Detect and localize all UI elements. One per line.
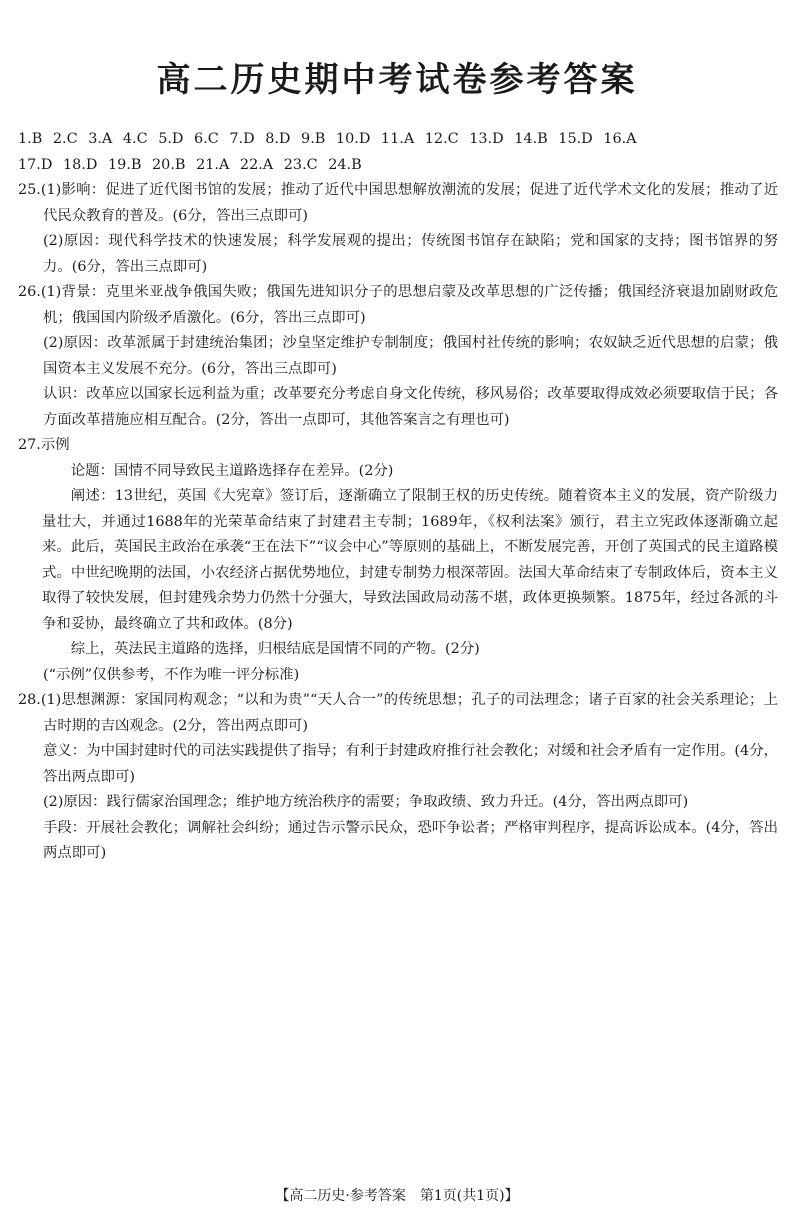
q27-note: (“示例”仅供参考，不作为唯一评分标准)	[43, 666, 300, 683]
q27-argument: 阐述：13世纪，英国《大宪章》签订后，逐渐确立了限制王权的历史传统。随着资本主义的发展，资产阶级力量壮大，并通过1688年的光荣革命结束了封建君主专制；1689年，《权利法案》颁行，君主立宪政体逐渐确立起来。此后，英国民主政治在承袭“王在法下”“议会中心”等原则的基础上，不断发展完善，开创了英国式的民主道路模式。中世纪晚期的法国，小农经济占据优势地位，封建专制势力根深蒂固。法国大革命结束了专制政体后，资本主义取得了较快发展，但封建残余势力仍然十分强大，导致法国政局动荡不堪，政体更换频繁。1875年，经过各派的斗争和妥协，最终确立了共和政体。(8分)	[42, 488, 778, 632]
q27-conclusion: 综上，英法民主道路的选择，归根结底是国情不同的产物。(2分)	[70, 641, 480, 657]
page-footer: 【高二历史·参考答案 第1页(共1页)】	[275, 1188, 519, 1204]
q27-heading: 27.示例	[18, 437, 70, 453]
mcq-answers-line-2: 17.D 18.D 19.B 20.B 21.A 22.A 23.C 24.B	[18, 156, 362, 173]
q27-thesis: 论题：国情不同导致民主道路选择存在差异。(2分)	[70, 462, 394, 479]
page-title: 高二历史期中考试卷参考答案	[156, 60, 638, 100]
q28-part2: (2)原因：践行儒家治国理念；维护地方统治秩序的需要；争取政绩、致力升迁。(4分，答出两点即可)	[43, 794, 689, 810]
q28-methods: 手段：开展社会教化；调解社会纠纷；通过告示警示民众，恐吓争讼者；严格审判程序，提高诉讼成本。(4分，答出两点即可)	[43, 819, 778, 861]
answer-content	[18, 127, 778, 867]
q26-part2: (2)原因：改革派属于封建统治集团；沙皇坚定维护专制制度；俄国村社传统的影响；农奴缺乏近代思想的启蒙；俄国资本主义发展不充分。(6分，答出三点即可)	[43, 335, 778, 377]
mcq-answers-line-1: 1.B 2.C 3.A 4.C 5.D 6.C 7.D 8.D 9.B 10.D 11.A 12.C 13.D 14.B 15.D 16.A	[18, 131, 637, 147]
q25-part2: (2)原因：现代科学技术的快速发展；科学发展观的提出；传统图书馆存在缺陷；党和国家的支持；图书馆界的努力。(6分，答出三点即可)	[43, 233, 778, 275]
q25-part1: 25.(1)影响：促进了近代图书馆的发展；推动了近代中国思想解放潮流的发展；促进了近代学术文化的发展；推动了近代民众教育的普及。(6分，答出三点即可)	[18, 182, 778, 224]
q28-significance: 意义：为中国封建时代的司法实践提供了指导；有利于封建政府推行社会教化；对缓和社会矛盾有一定作用。(4分，答出两点即可)	[43, 743, 778, 785]
q26-understanding: 认识：改革应以国家长远利益为重；改革要充分考虑自身文化传统，移风易俗；改革要取得成效必须要取信于民；各方面改革措施应相互配合。(2分，答出一点即可，其他答案言之有理也可)	[43, 386, 778, 428]
q28-part1: 28.(1)思想渊源：家国同构观念；“以和为贵”“天人合一”的传统思想；孔子的司法理念；诸子百家的社会关系理论；上古时期的吉凶观念。(2分，答出两点即可)	[18, 692, 778, 734]
q26-part1: 26.(1)背景：克里米亚战争俄国失败；俄国先进知识分子的思想启蒙及改革思想的广泛传播；俄国经济衰退加剧财政危机；俄国国内阶级矛盾激化。(6分，答出三点即可)	[18, 284, 778, 326]
